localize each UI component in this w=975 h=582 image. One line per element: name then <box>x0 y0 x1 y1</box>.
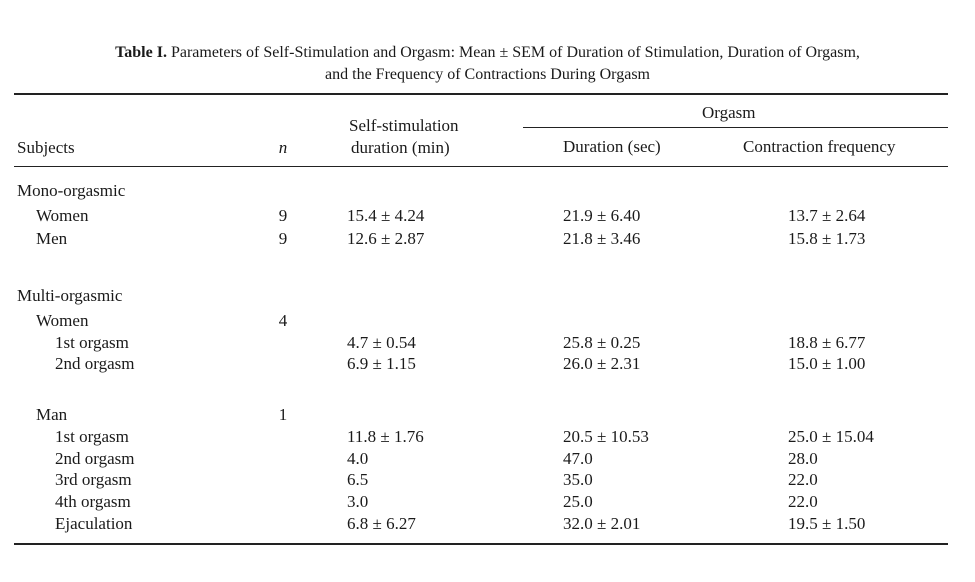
header-n: n <box>278 138 288 157</box>
row-label: Ejaculation <box>55 514 133 533</box>
row-label: 2nd orgasm <box>55 354 135 373</box>
orgasm-duration-value: 26.0 ± 2.31 <box>563 354 641 373</box>
header-selfstim-1: Self-stimulation <box>349 116 459 135</box>
table-label: Table I. <box>115 44 167 61</box>
top-rule <box>14 93 948 95</box>
stimulation-duration-value: 12.6 ± 2.87 <box>347 229 425 248</box>
row-label: Man <box>36 405 68 424</box>
contraction-frequency-value: 13.7 ± 2.64 <box>788 206 866 225</box>
header-selfstim-2: duration (min) <box>351 138 450 157</box>
caption-line-1 <box>0 44 975 62</box>
header-subjects: Subjects <box>17 138 75 157</box>
row-label: 4th orgasm <box>55 492 131 511</box>
orgasm-duration-value: 32.0 ± 2.01 <box>563 514 641 533</box>
stimulation-duration-value: 6.8 ± 6.27 <box>347 514 416 533</box>
contraction-frequency-value: 25.0 ± 15.04 <box>788 427 874 446</box>
caption-text-1: Parameters of Self-Stimulation and Orgasm: Mean ± SEM of Duration of Stimulation, Duration of Orgasm, <box>170 44 860 61</box>
header-duration: Duration (sec) <box>563 137 661 156</box>
stimulation-duration-value: 6.5 <box>347 470 369 489</box>
row-n: 4 <box>278 311 288 330</box>
contraction-frequency-value: 28.0 <box>788 449 818 468</box>
header-contraction: Contraction frequency <box>743 137 896 156</box>
row-label: 2nd orgasm <box>55 449 135 468</box>
contraction-frequency-value: 15.0 ± 1.00 <box>788 354 866 373</box>
row-label: Men <box>36 229 68 248</box>
row-label: Women <box>36 311 89 330</box>
stimulation-duration-value: 4.7 ± 0.54 <box>347 333 416 352</box>
orgasm-duration-value: 25.8 ± 0.25 <box>563 333 641 352</box>
header-rule <box>14 166 948 167</box>
bottom-rule <box>14 543 948 545</box>
orgasm-duration-value: 25.0 <box>563 492 593 511</box>
orgasm-duration-value: 21.9 ± 6.40 <box>563 206 641 225</box>
orgasm-duration-value: 35.0 <box>563 470 593 489</box>
contraction-frequency-value: 18.8 ± 6.77 <box>788 333 866 352</box>
contraction-frequency-value: 19.5 ± 1.50 <box>788 514 866 533</box>
stimulation-duration-value: 11.8 ± 1.76 <box>347 427 424 446</box>
stimulation-duration-value: 4.0 <box>347 449 369 468</box>
contraction-frequency-value: 22.0 <box>788 470 818 489</box>
contraction-frequency-value: 15.8 ± 1.73 <box>788 229 866 248</box>
orgasm-duration-value: 21.8 ± 3.46 <box>563 229 641 248</box>
stimulation-duration-value: 3.0 <box>347 492 369 511</box>
orgasm-duration-value: 20.5 ± 10.53 <box>563 427 649 446</box>
stimulation-duration-value: 15.4 ± 4.24 <box>347 206 425 225</box>
header-orgasm: Orgasm <box>702 103 756 122</box>
row-label: 3rd orgasm <box>55 470 132 489</box>
orgasm-span-rule <box>523 127 948 128</box>
row-n: 9 <box>278 206 288 225</box>
contraction-frequency-value: 22.0 <box>788 492 818 511</box>
row-label: Multi-orgasmic <box>17 286 123 305</box>
row-label: Women <box>36 206 89 225</box>
row-label: 1st orgasm <box>55 333 129 352</box>
caption-line-2: and the Frequency of Contractions During Orgasm <box>325 66 650 83</box>
row-n: 1 <box>278 405 288 424</box>
row-label: 1st orgasm <box>55 427 129 446</box>
stimulation-duration-value: 6.9 ± 1.15 <box>347 354 416 373</box>
row-label: Mono-orgasmic <box>17 181 126 200</box>
orgasm-duration-value: 47.0 <box>563 449 593 468</box>
row-n: 9 <box>278 229 288 248</box>
